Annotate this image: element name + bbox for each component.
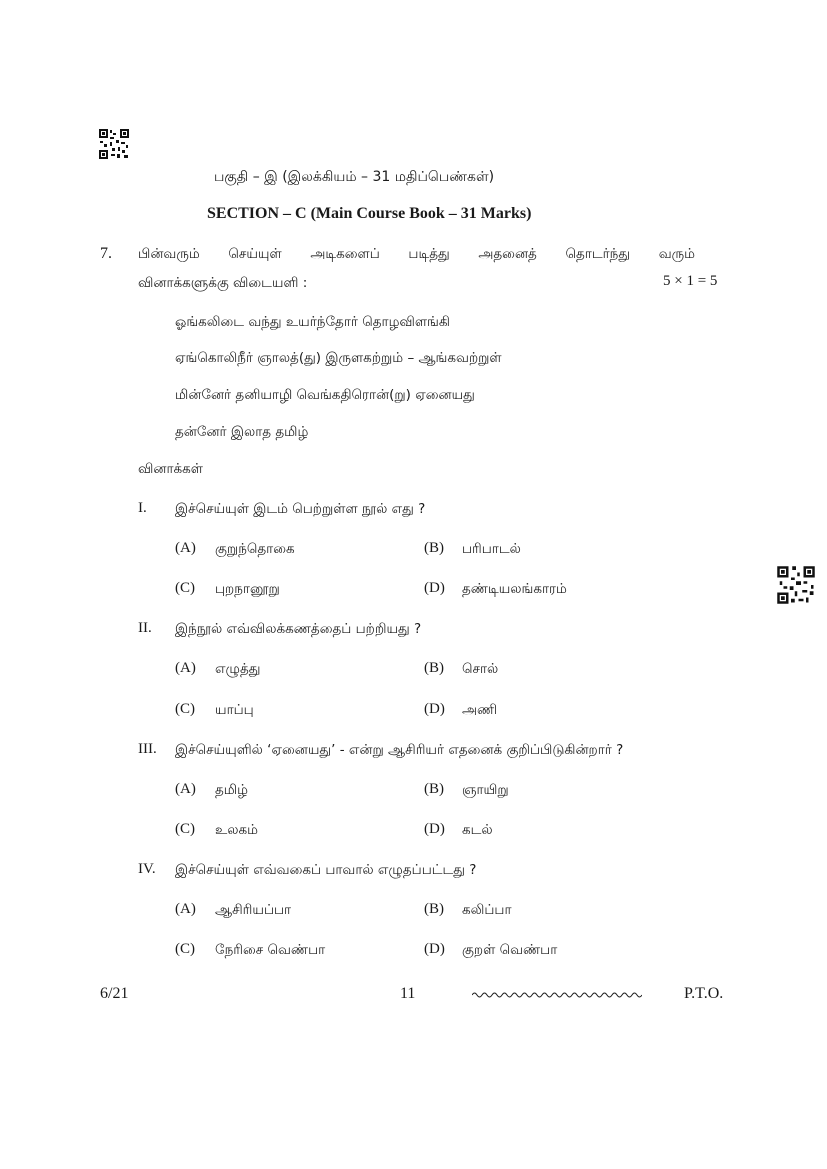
- option-label: (D): [424, 941, 445, 957]
- question-marks: 5 × 1 = 5: [663, 273, 718, 289]
- option-label: (B): [424, 660, 444, 676]
- option-label: (A): [175, 781, 196, 797]
- option-label: (B): [424, 901, 444, 917]
- option-text: உலகம்: [215, 822, 258, 838]
- option-text: புறநானூறு: [215, 581, 280, 597]
- option-text: பரிபாடல்: [462, 541, 521, 557]
- option-label: (D): [424, 580, 445, 596]
- subquestion-text: இச்செய்யுள் இடம் பெற்றுள்ள நூல் எது ?: [175, 501, 426, 517]
- option-label: (B): [424, 781, 444, 797]
- option-label: (B): [424, 540, 444, 556]
- page-number: 11: [400, 985, 416, 1002]
- option-text: தமிழ்: [215, 782, 248, 798]
- option-label: (A): [175, 660, 196, 676]
- option-text: ஞாயிறு: [462, 782, 509, 798]
- subquestion-numeral: III.: [138, 741, 157, 757]
- option-text: தண்டியலங்காரம்: [462, 581, 567, 597]
- option-text: அணி: [462, 702, 498, 718]
- subquestion-text: இச்செய்யுள் எவ்வகைப் பாவால் எழுதப்பட்டது ?: [175, 862, 477, 878]
- option-text: யாப்பு: [215, 702, 254, 718]
- option-label: (C): [175, 941, 195, 957]
- poem-line: ஏங்கொலிநீர் ஞாலத்(து) இருளகற்றும் – ஆங்கவற்றுள்: [175, 350, 502, 366]
- option-text: குறள் வெண்பா: [462, 942, 558, 958]
- subquestion-text: இந்நூல் எவ்விலக்கணத்தைப் பற்றியது ?: [175, 621, 422, 637]
- question-number: 7.: [100, 245, 112, 262]
- option-label: (C): [175, 580, 195, 596]
- option-text: கலிப்பா: [462, 902, 512, 918]
- subquestion-numeral: I.: [138, 500, 147, 516]
- poem-line: மின்னேர் தனியாழி வெங்கதிரொன்(று) ஏனையது: [175, 387, 475, 403]
- option-label: (C): [175, 821, 195, 837]
- option-label: (D): [424, 701, 445, 717]
- question-instruction-line1: பின்வரும் செய்யுள் அடிகளைப் படித்து அதனைத் தொடர்ந்து வரும்: [138, 246, 695, 262]
- option-label: (D): [424, 821, 445, 837]
- subquestion-numeral: IV.: [138, 861, 156, 877]
- option-text: நேரிசை வெண்பா: [215, 942, 326, 958]
- option-text: ஆசிரியப்பா: [215, 902, 292, 918]
- qr-code-right-margin: [776, 565, 816, 605]
- option-text: கடல்: [462, 822, 493, 838]
- section-title-english: SECTION – C (Main Course Book – 31 Marks): [207, 205, 532, 222]
- please-turn-over: P.T.O.: [684, 985, 724, 1002]
- paper-code: 6/21: [100, 985, 129, 1002]
- poem-line: தன்னேர் இலாத தமிழ்: [175, 424, 309, 440]
- subquestion-numeral: II.: [138, 620, 152, 636]
- option-label: (A): [175, 901, 196, 917]
- question-instruction-line2: வினாக்களுக்கு விடையளி :: [138, 275, 308, 291]
- option-text: சொல்: [462, 661, 499, 677]
- subquestion-text: இச்செய்யுளில் ‘ஏனையது’ - என்று ஆசிரியர் எதனைக் குறிப்பிடுகின்றார் ?: [175, 742, 624, 758]
- section-title-tamil: பகுதி – இ (இலக்கியம் – 31 மதிப்பெண்கள்): [214, 169, 495, 185]
- wavy-line-decoration: [472, 990, 642, 1000]
- option-text: குறுந்தொகை: [215, 541, 295, 557]
- option-text: எழுத்து: [215, 661, 261, 677]
- questions-label: வினாக்கள்: [138, 461, 203, 477]
- poem-line: ஓங்கலிடை வந்து உயர்ந்தோர் தொழவிளங்கி: [175, 314, 450, 330]
- qr-code-top-left: [98, 128, 130, 160]
- option-label: (C): [175, 701, 195, 717]
- option-label: (A): [175, 540, 196, 556]
